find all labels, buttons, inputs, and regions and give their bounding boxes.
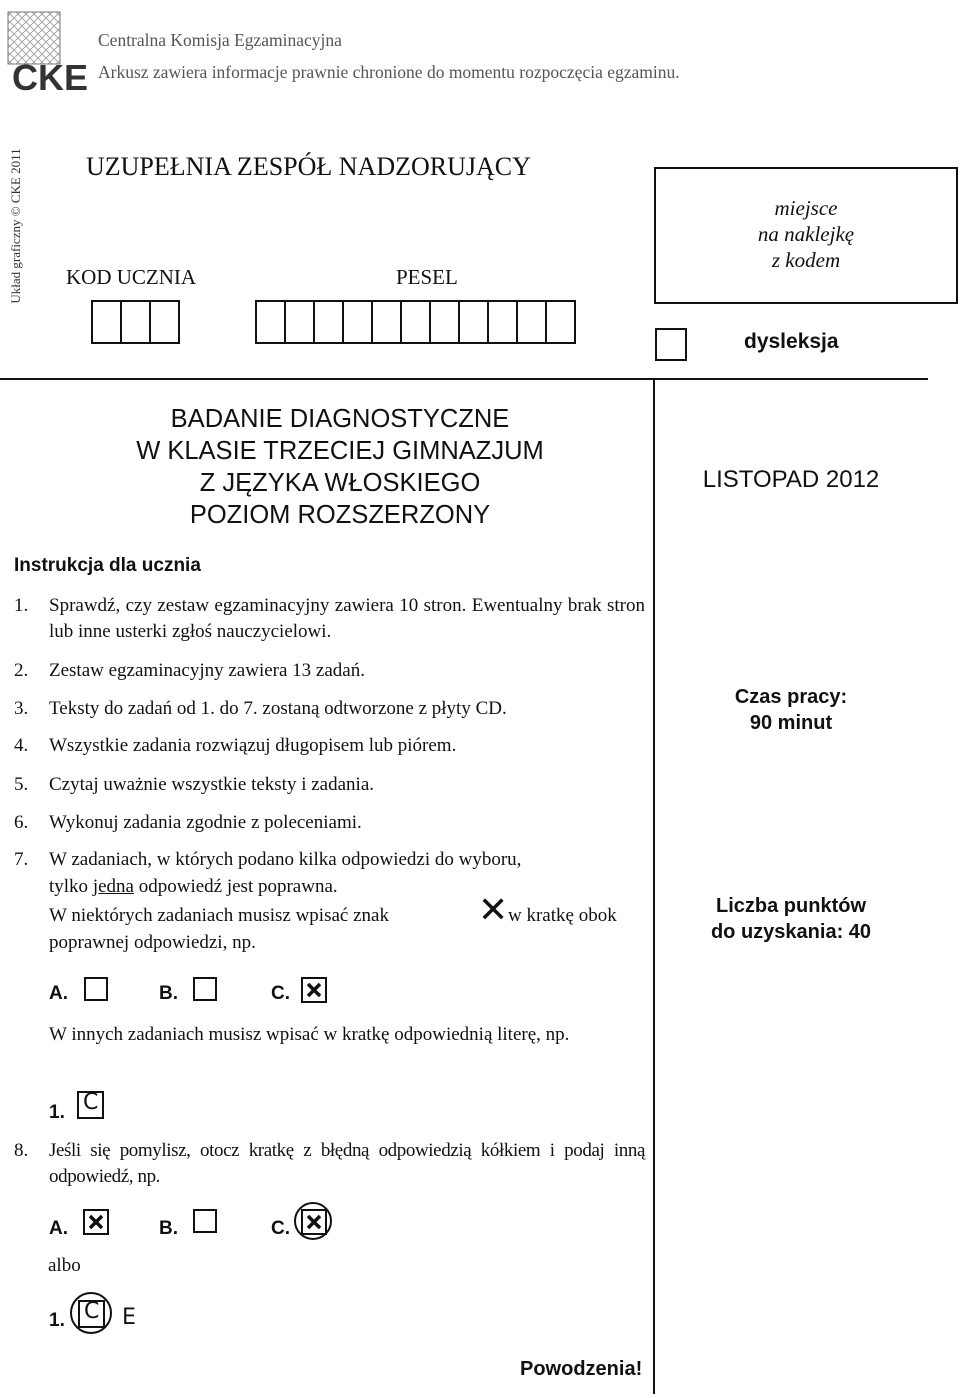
sticker-placeholder-text: miejsce na naklejkę z kodem: [757, 196, 855, 272]
exam-title-line: POZIOM ROZSZERZONY: [189, 501, 491, 529]
option-label-c: C.: [271, 983, 290, 1004]
student-code-boxes[interactable]: [93, 300, 180, 344]
instruction-line: [49, 874, 338, 900]
pesel-box[interactable]: [284, 300, 315, 344]
dyslexia-checkbox[interactable]: [655, 328, 687, 361]
instruction-text: Zestaw egzaminacyjny zawiera 13 zadań.: [49, 660, 365, 681]
instruction-text-part: odpowiedź jest poprawna.: [133, 876, 338, 897]
emphasized-word: jedna: [92, 876, 134, 897]
instruction-text: Czytaj uważnie wszystkie teksty i zadania.: [49, 774, 375, 795]
instruction-number: 4.: [14, 735, 29, 756]
instruction-text: W innych zadaniach musisz wpisać w kratkę odpowiednią literę, np.: [49, 1024, 570, 1045]
letter-box: [77, 1091, 104, 1119]
vertical-divider: [653, 378, 655, 1394]
student-code-box[interactable]: [91, 300, 122, 344]
pesel-box[interactable]: [458, 300, 489, 344]
empty-checkbox: [84, 977, 108, 1001]
instruction-text-part: w kratkę obok: [508, 905, 617, 926]
instruction-number: 3.: [14, 698, 29, 719]
instruction-text-part: W niektórych zadaniach musisz wpisać znak: [49, 905, 389, 926]
points-value: do uzyskania: 40: [710, 921, 872, 943]
exam-title-line: W KLASIE TRZECIEJ GIMNAZJUM: [136, 437, 544, 465]
checked-checkbox-icon: [301, 977, 327, 1003]
work-time-value: 90 minut: [749, 712, 833, 734]
instruction-text: Wykonuj zadania zgodnie z poleceniami.: [49, 812, 362, 833]
instruction-number: 7.: [14, 849, 29, 870]
handwritten-letter: C: [84, 1299, 100, 1324]
instruction-line: W zadaniach, w których podano kilka odpowiedzi do wyboru,: [49, 849, 522, 870]
example-number: 1.: [49, 1102, 65, 1123]
horizontal-divider: [0, 378, 928, 380]
student-code-box[interactable]: [149, 300, 180, 344]
pesel-boxes[interactable]: [257, 300, 576, 344]
instructions-heading: Instrukcja dla ucznia: [14, 555, 201, 576]
pesel-box[interactable]: [400, 300, 431, 344]
letter-box: [78, 1300, 105, 1328]
instruction-text: Teksty do zadań od 1. do 7. zostaną odtworzone z płyty CD.: [49, 698, 507, 719]
example-number: 1.: [49, 1310, 65, 1331]
option-label-b: B.: [159, 1218, 178, 1239]
points-info: [660, 893, 922, 945]
instruction-number: 5.: [14, 774, 29, 795]
instruction-text-part: poprawnej odpowiedzi, np.: [49, 932, 256, 953]
instruction-number: 6.: [14, 812, 29, 833]
exam-title-line: Z JĘZYKA WŁOSKIEGO: [199, 469, 481, 497]
circled-checkbox-icon: [301, 1209, 327, 1235]
instruction-number: 8.: [14, 1140, 29, 1161]
option-label-c: C.: [271, 1218, 290, 1239]
pesel-box[interactable]: [371, 300, 402, 344]
organization-name: Centralna Komisja Egzaminacyjna: [98, 30, 342, 50]
good-luck-message: Powodzenia!: [520, 1358, 643, 1380]
dyslexia-label: dysleksja: [744, 330, 839, 353]
work-time: [660, 684, 922, 736]
instruction-text: Sprawdź, czy zestaw egzaminacyjny zawiera 10 stron. Ewentualny brak stron lub inne usterki zgłoś nauczycielowi.: [49, 595, 645, 642]
handwritten-letter: C: [83, 1090, 99, 1115]
empty-checkbox: [193, 1209, 217, 1233]
option-label-b: B.: [159, 983, 178, 1004]
instruction-text: Wszystkie zadania rozwiązuj długopisem lub piórem.: [49, 735, 457, 756]
barcode-sticker-area: [654, 167, 958, 304]
exam-title-line: BADANIE DIAGNOSTYCZNE: [170, 405, 510, 433]
student-code-label: KOD UCZNIA: [66, 265, 197, 289]
pesel-box[interactable]: [516, 300, 547, 344]
option-label-a: A.: [49, 983, 68, 1004]
work-time-label: Czas pracy:: [734, 686, 848, 708]
instruction-number: 2.: [14, 660, 29, 681]
instruction-line-2: [508, 903, 617, 929]
exam-title: [80, 403, 600, 531]
logo-text: CKE: [12, 57, 89, 94]
instruction-text: Jeśli się pomylisz, otocz kratkę z błędną odpowiedzią kółkiem i podaj inną odpowiedź, np.: [49, 1140, 645, 1187]
points-label: Liczba punktów: [716, 895, 866, 917]
x-mark-symbol: ✕: [478, 890, 509, 931]
instruction-text-part: tylko: [49, 876, 93, 897]
exam-session: LISTOPAD 2012: [702, 466, 880, 493]
instruction-number: 1.: [14, 595, 29, 616]
confidentiality-notice: Arkusz zawiera informacje prawnie chronione do momentu rozpoczęcia egzaminu.: [98, 62, 680, 82]
option-label-a: A.: [49, 1218, 68, 1239]
letter-instruction: [49, 1022, 645, 1048]
instruction-line-1: [49, 903, 389, 929]
pesel-box[interactable]: [429, 300, 460, 344]
pesel-box[interactable]: [313, 300, 344, 344]
proctor-section-title: UZUPEŁNIA ZESPÓŁ NADZORUJĄCY: [86, 152, 531, 181]
pesel-box[interactable]: [487, 300, 518, 344]
corrected-letter: E: [122, 1305, 136, 1330]
pesel-label: PESEL: [396, 265, 458, 289]
checked-checkbox-icon: [83, 1209, 109, 1235]
or-label: albo: [48, 1255, 81, 1276]
student-code-box[interactable]: [120, 300, 151, 344]
empty-checkbox: [193, 977, 217, 1001]
pesel-box[interactable]: [342, 300, 373, 344]
graphic-credit: Układ graficzny © CKE 2011: [8, 148, 23, 304]
cke-logo: [6, 10, 90, 94]
pesel-box[interactable]: [545, 300, 576, 344]
instruction-line-3: [49, 930, 256, 956]
pesel-box[interactable]: [255, 300, 286, 344]
